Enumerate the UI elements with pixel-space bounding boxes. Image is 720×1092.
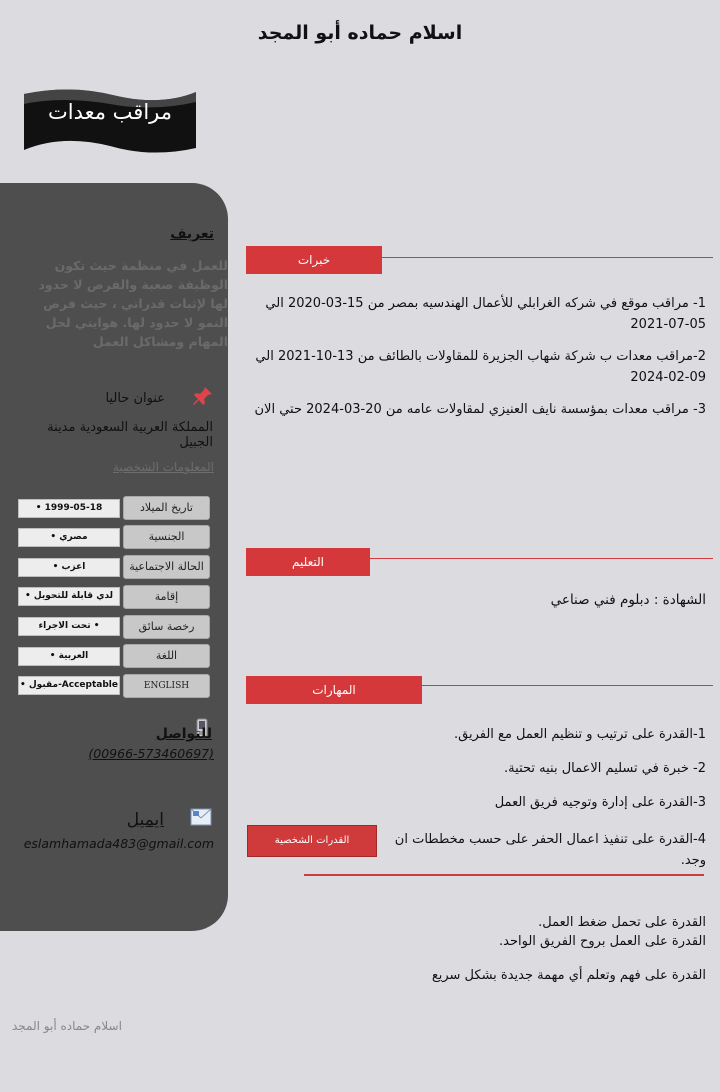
- english-label: ENGLISH: [123, 674, 210, 698]
- skill-item-2: 2- خبرة في تسليم الاعمال بنيه تحتية.: [504, 761, 706, 776]
- ability-item-2: القدرة على العمل بروح الفريق الواحد.: [499, 934, 706, 949]
- skills-heading: المهارات: [246, 676, 422, 704]
- nationality-label: الجنسية: [123, 525, 210, 549]
- personal-abilities-button[interactable]: القدرات الشخصية: [247, 825, 377, 857]
- email-address[interactable]: eslamhamada483@gmail.com: [23, 836, 214, 851]
- job-title-label: مراقب معدات: [47, 100, 172, 124]
- page-title: اسلام حماده أبو المجد: [257, 22, 463, 44]
- residence-value: لدي قابلة للتحويل •: [18, 587, 120, 606]
- email-icon: [190, 808, 212, 826]
- experience-item-2: 2-مراقب معدات ب شركة شهاب الجزيرة للمقاولات بالطائف من 13-10-2021 الي 09-02-2024: [255, 349, 706, 385]
- ability-item-1: القدرة على تحمل ضغط العمل.: [538, 915, 706, 930]
- skill-item-1: 1-القدرة على ترتيب و تنظيم العمل مع الفريق.: [453, 727, 706, 742]
- birthdate-value: • 1999-05-18: [18, 499, 120, 518]
- experience-heading: خبرات: [246, 246, 382, 274]
- marital-status-value: اعزب •: [18, 558, 120, 577]
- education-heading: التعليم: [246, 548, 370, 576]
- skill-item-4: 4-القدرة على تنفيذ اعمال الحفر على حسب مخططات ان وجد.: [394, 832, 706, 868]
- english-value: • مقبول-Acceptable: [18, 676, 120, 695]
- personal-info-heading: المعلومات الشخصية: [113, 460, 214, 474]
- driver-license-label: رخصة سائق: [123, 615, 210, 639]
- address-value: المملكة العربية السعودية مدينة الجبيل: [47, 420, 213, 450]
- email-heading: ايميل: [126, 810, 164, 830]
- contact-heading: للتواصل: [155, 726, 212, 742]
- birthdate-label: تاريخ الميلاد: [123, 496, 210, 520]
- intro-heading: تعريف: [170, 226, 214, 242]
- residence-label: إقامة: [123, 585, 210, 609]
- language-value: العربية •: [18, 647, 120, 666]
- skill-item-3: 3-القدرة على إدارة وتوجيه فريق العمل: [494, 795, 706, 810]
- experience-item-1: 1- مراقب موقع في شركه الغرابلي للأعمال الهندسيه بمصر من 15-03-2020 الي 05-07-2021: [265, 296, 706, 332]
- experience-item-3: 3- مراقب معدات بمؤسسة نايف العنيزي لمقاولات عامه من 20-03-2024 حتي الان: [254, 402, 706, 417]
- phone-number[interactable]: (00966-573460697): [88, 746, 214, 761]
- marital-status-label: الحالة الاجتماعية: [123, 555, 210, 579]
- education-certificate: الشهادة : دبلوم فني صناعي: [550, 592, 706, 608]
- section-divider: [304, 874, 704, 876]
- pin-icon: [192, 385, 214, 407]
- ability-item-3: القدرة على فهم وتعلم أي مهمة جديدة بشكل سريع: [431, 968, 706, 983]
- driver-license-value: • تحت الاجراء: [18, 617, 120, 636]
- nationality-value: مصري •: [18, 528, 120, 547]
- intro-text: للعمل في منظمة حيث تكون الوظيفة صعبة والفرص لا حدود لها لإثبات قدراتي ، حيث فرص النمو لا حدود لها. هوايتي لحل المهام ومشاكل العمل: [38, 258, 228, 349]
- footer-name: اسلام حماده أبو المجد: [12, 1019, 122, 1033]
- address-label: عنوان حاليا: [105, 391, 165, 406]
- language-label: اللغة: [123, 644, 210, 668]
